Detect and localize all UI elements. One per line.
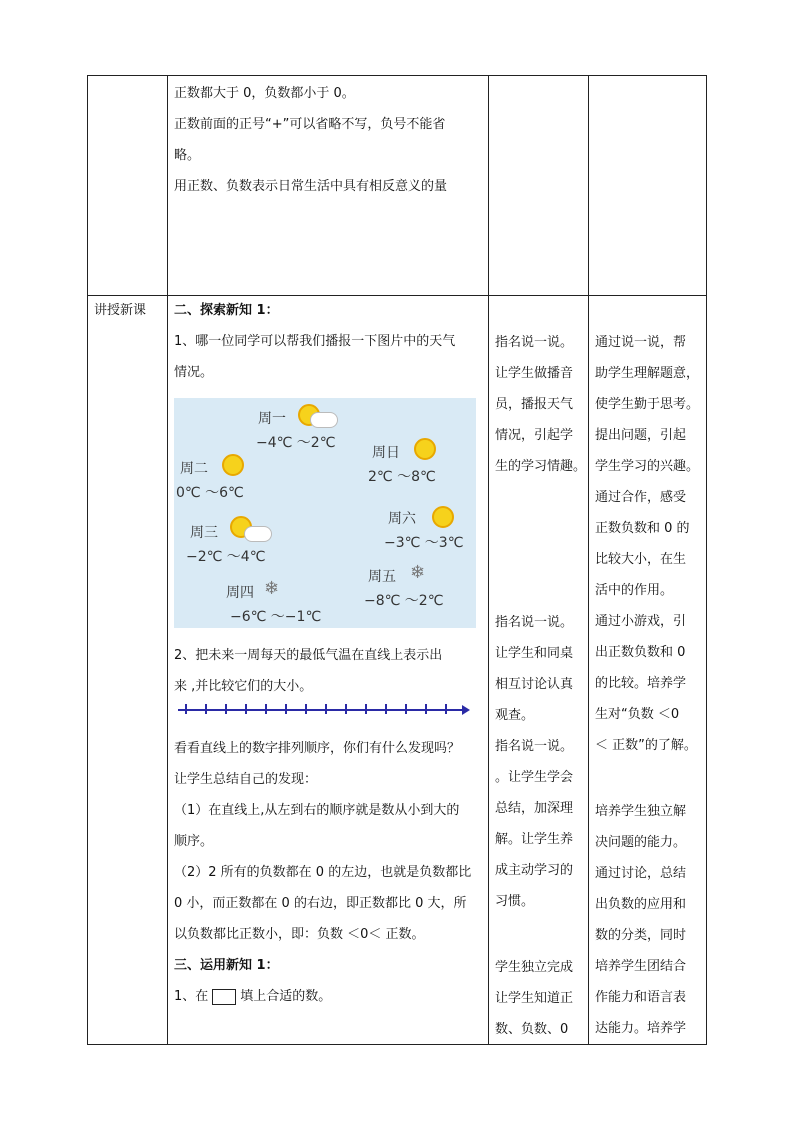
snow-icon: ❄: [410, 562, 426, 583]
weather-day: 周二: [180, 461, 208, 477]
question-1-line: 1、哪一位同学可以帮我们播报一下图片中的天气: [174, 334, 456, 349]
main-heading-explore: 二、探索新知 1： 1、哪一位同学可以帮我们播报一下图片中的天气 情况。: [174, 295, 455, 388]
text-line: 看看直线上的数字排列顺序，你们有什么发现吗？: [174, 741, 461, 756]
text-line: 略。: [174, 148, 201, 163]
blank-box: [212, 989, 236, 1005]
weather-day: 周三: [190, 525, 218, 541]
weather-temp: −2℃ ～4℃: [186, 549, 266, 565]
sun-icon: [432, 506, 454, 528]
text-line: 以负数都比正数小，即：负数 ＜0＜ 正数。: [174, 927, 425, 942]
text-line: 正数都大于 0，负数都小于 0。: [174, 86, 355, 101]
question-2-line: 来 ,并比较它们的大小。: [174, 679, 313, 694]
weather-day: 周一: [258, 411, 286, 427]
design-intent-2: 培养学生独立解 决问题的能力。 通过讨论，总结 出负数的应用和 数的分类，同时 培养学生团结合 作能力和语言表 达能力。培养学: [595, 804, 687, 1036]
main-heading-apply: 三、运用新知 1：: [174, 958, 279, 973]
discovery-text: [174, 733, 471, 1012]
snow-icon: ❄: [264, 578, 280, 599]
table-col-divider: [488, 75, 489, 1045]
table-border-right: [706, 75, 707, 1045]
table-col-divider: [167, 75, 168, 1045]
text-line: 顺序。: [174, 834, 214, 849]
text-line: 用正数、负数表示日常生活中具有相反意义的量: [174, 179, 448, 194]
text-line: 正数前面的正号“+”可以省略不写，负号不能省: [174, 117, 446, 132]
weather-day: 周六: [388, 511, 416, 527]
cloud-icon: [244, 526, 272, 542]
number-line: [176, 700, 472, 720]
question-1-line: 情况。: [174, 365, 214, 380]
weather-day: 周日: [372, 445, 400, 461]
weather-day: 周五: [368, 569, 396, 585]
question-3: 1、在 填上合适的数。: [174, 989, 332, 1004]
weather-temp: −8℃ ～2℃: [364, 593, 444, 609]
sun-icon: [222, 454, 244, 476]
section-label: 讲授新课: [94, 303, 147, 318]
student-activity-1: 指名说一说。 让学生做播音 员，播报天气 情况，引起学 生的学习情趣。: [495, 335, 587, 474]
table-border-left: [87, 75, 88, 1045]
weather-temp: −6℃ ～−1℃: [230, 609, 322, 625]
table-border-top: [87, 75, 707, 76]
weather-temp: 2℃ ～8℃: [368, 469, 436, 485]
student-activity-3: 学生独立完成 让学生知道正 数、负数、0: [495, 960, 574, 1037]
sun-icon: [414, 438, 436, 460]
text-line: 0 小，而正数都在 0 的右边，即正数都比 0 大，所: [174, 896, 467, 911]
weather-temp: −3℃ ～3℃: [384, 535, 464, 551]
design-intent-1: 通过说一说，帮 助学生理解题意， 使学生勤于思考。 提出问题，引起 学生学习的兴趣。 通过合作，感受 正数负数和 0 的 比较大小，在生 活中的作用。 通过小游戏，引 出正数负数和 0 的比较。培养学 生对“负数 ＜0 ＜ 正数”的了解。: [595, 335, 700, 753]
top-row-text: [174, 78, 447, 202]
table-col-divider: [588, 75, 589, 1045]
weather-picture: [174, 398, 476, 628]
question-2: [174, 640, 442, 702]
cloud-icon: [310, 412, 338, 428]
question-2-line: 2、把未来一周每天的最低气温在直线上表示出: [174, 648, 443, 663]
weather-day: 周四: [226, 585, 254, 601]
weather-temp: 0℃ ～6℃: [176, 485, 244, 501]
student-activity-2: 指名说一说。 让学生和同桌 相互讨论认真 观查。 指名说一说。 。让学生学会 总结，加深理 解。让学生养 成主动学习的 习惯。: [495, 615, 574, 909]
weather-temp: −4℃ ～2℃: [256, 435, 336, 451]
text-line: 让学生总结自己的发现：: [174, 772, 318, 787]
text-line: （1）在直线上,从左到右的顺序就是数从小到大的: [174, 803, 460, 818]
text-line: （2）2 所有的负数都在 0 的左边，也就是负数都比: [174, 865, 472, 880]
table-border-bottom: [87, 1044, 707, 1045]
